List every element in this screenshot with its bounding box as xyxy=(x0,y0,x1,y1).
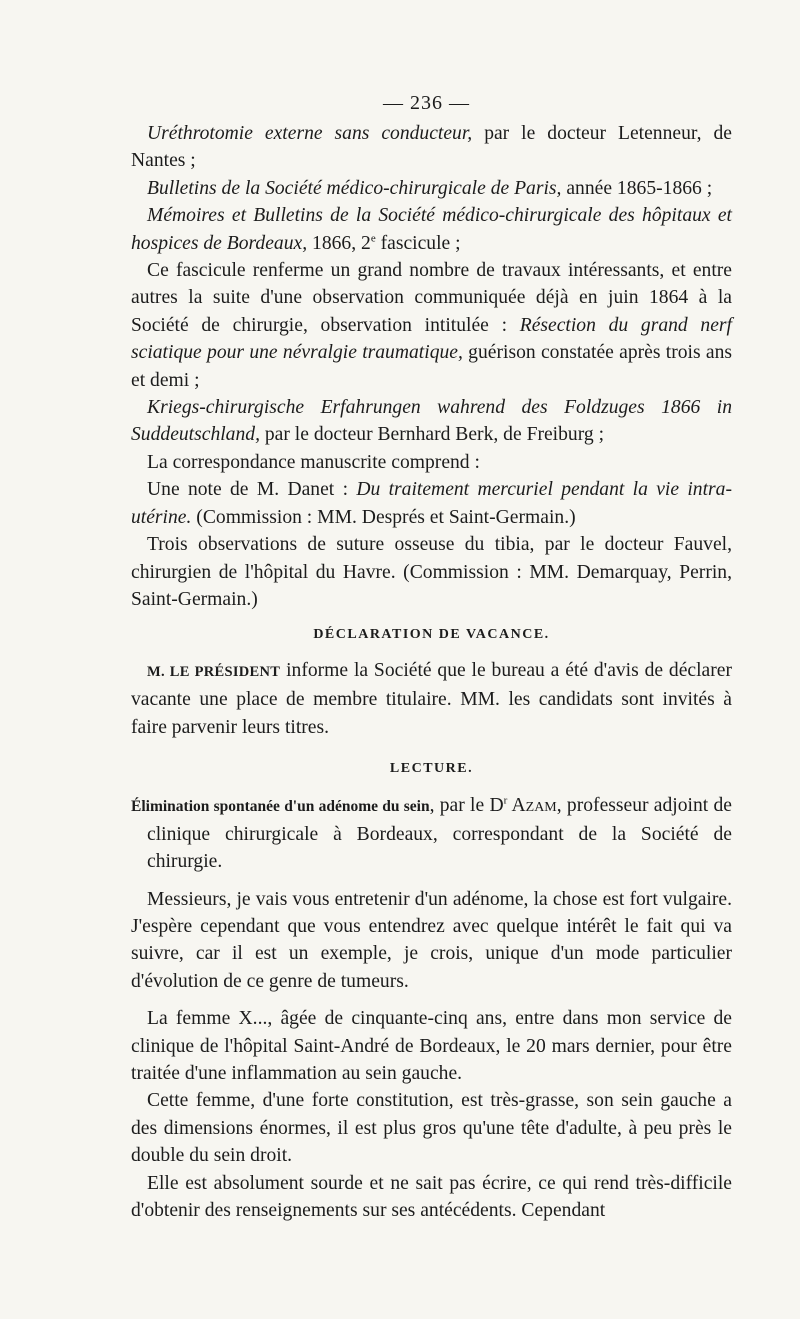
title-italic: Kriegs-chirurgische Erfahrungen wahrend des Foldzuges 1866 in Suddeutschland, xyxy=(131,397,732,446)
title-italic: Bulletins de la Société médico-chirurgicale de Paris, xyxy=(147,177,562,199)
lecture-title: Élimination spontanée d'un adénome du sein xyxy=(131,798,430,816)
paragraph-president xyxy=(131,657,732,741)
paragraph-messieurs: Messieurs, je vais vous entretenir d'un adénome, la chose est fort vulgaire. J'espère cependant que vous entendrez avec quelque intérêt le fait qui va suivre, car il est un exemple, je crois, unique d'un mode particulier d'évolution de ce genre de tumeurs. xyxy=(131,888,732,992)
page-number: — 236 — xyxy=(383,92,470,114)
paragraph-femme: La femme X..., âgée de cinquante-cinq ans, entre dans mon service de clinique de l'hôpital Saint-André de Bordeaux, le 20 mars dernier, pour être traitée d'une inflammation au sein gauche. xyxy=(131,1008,732,1084)
superscript: e xyxy=(370,232,376,245)
spacer xyxy=(131,613,732,621)
paragraph-text: informe la Société que le bureau a été d'avis de déclarer vacante une place de membre titulaire. MM. les candidats sont invités à faire parvenir leurs titres. xyxy=(131,659,732,738)
paragraph-text: Ce fascicule renferme un grand nombre de travaux intéressants, et entre autres la suite d'une observation communiquée déjà en juin 1864 à la Société de chirurgie, observation intitulée : xyxy=(131,260,732,336)
title-italic: Résection du grand nerf sciatique pour une névralgie traumatique, xyxy=(131,314,732,364)
paragraph-text: Une note de M. Danet : xyxy=(147,479,357,501)
spacer xyxy=(131,782,732,792)
section-title-lecture: LECTURE. xyxy=(389,760,474,776)
paragraph-danet xyxy=(131,476,732,531)
title-italic: Du traitement mercuriel pendant la vie intra-utérine. xyxy=(131,479,732,528)
superscript: r xyxy=(503,794,508,807)
paragraph-urethrotomie xyxy=(131,120,732,175)
paragraph-bulletins-paris xyxy=(131,175,732,202)
paragraph-text: fascicule ; xyxy=(375,232,461,254)
title-italic: Uréthrotomie externe sans conducteur, xyxy=(147,123,473,144)
paragraph-memoires-bordeaux xyxy=(131,202,732,257)
paragraph-text: 1866, 2 xyxy=(307,232,371,254)
paragraph-kriegs xyxy=(131,394,732,449)
spacer xyxy=(131,876,732,886)
title-italic: Mémoires et Bulletins de la Société médico-chirurgicale des hôpitaux et hospices de Bordeaux, xyxy=(131,205,732,254)
lecture-heading xyxy=(131,792,732,875)
paragraph-fauvel: Trois observations de suture osseuse du tibia, par le docteur Fauvel, chirurgien de l'hôpital du Havre. (Commission : MM. Demarquay, Perrin, Saint-Germain.) xyxy=(131,534,732,610)
paragraph-text: guérison constatée après trois ans et demi ; xyxy=(131,342,732,391)
paragraph-text: année 1865-1866 ; xyxy=(561,177,713,199)
spacer xyxy=(131,649,732,657)
paragraph-text: par le docteur Letenneur, de Nantes ; xyxy=(131,123,732,172)
paragraph-constitution: Cette femme, d'une forte constitution, est très-grasse, son sein gauche a des dimensions énormes, il est plus gros qu'une tête d'adulte, à peu près le double du sein droit. xyxy=(131,1090,732,1167)
section-title-vacance: DÉCLARATION DE VACANCE. xyxy=(313,627,550,643)
paragraph-text: (Commission : MM. Després et Saint-Germain.) xyxy=(191,506,576,528)
paragraph-sourde: Elle est absolument sourde et ne sait pas écrire, ce qui rend très-difficile d'obtenir des renseignements sur ses antécédents. Cependant xyxy=(131,1172,732,1222)
paragraph-text: , par le D xyxy=(429,795,504,817)
spacer xyxy=(131,995,732,1005)
author-name: Azam xyxy=(507,795,557,817)
paragraph-fascicule xyxy=(131,257,732,394)
paragraph-text: par le docteur Bernhard Berk, de Freiburg ; xyxy=(259,424,605,446)
paragraph-text: , professeur adjoint de clinique chirurgicale à Bordeaux, correspondant de la Société de chirurgie. xyxy=(147,795,732,873)
paragraph-correspondance: La correspondance manuscrite comprend : xyxy=(147,451,480,473)
speaker-name: M. LE PRÉSIDENT xyxy=(147,663,281,680)
spacer xyxy=(131,741,732,755)
